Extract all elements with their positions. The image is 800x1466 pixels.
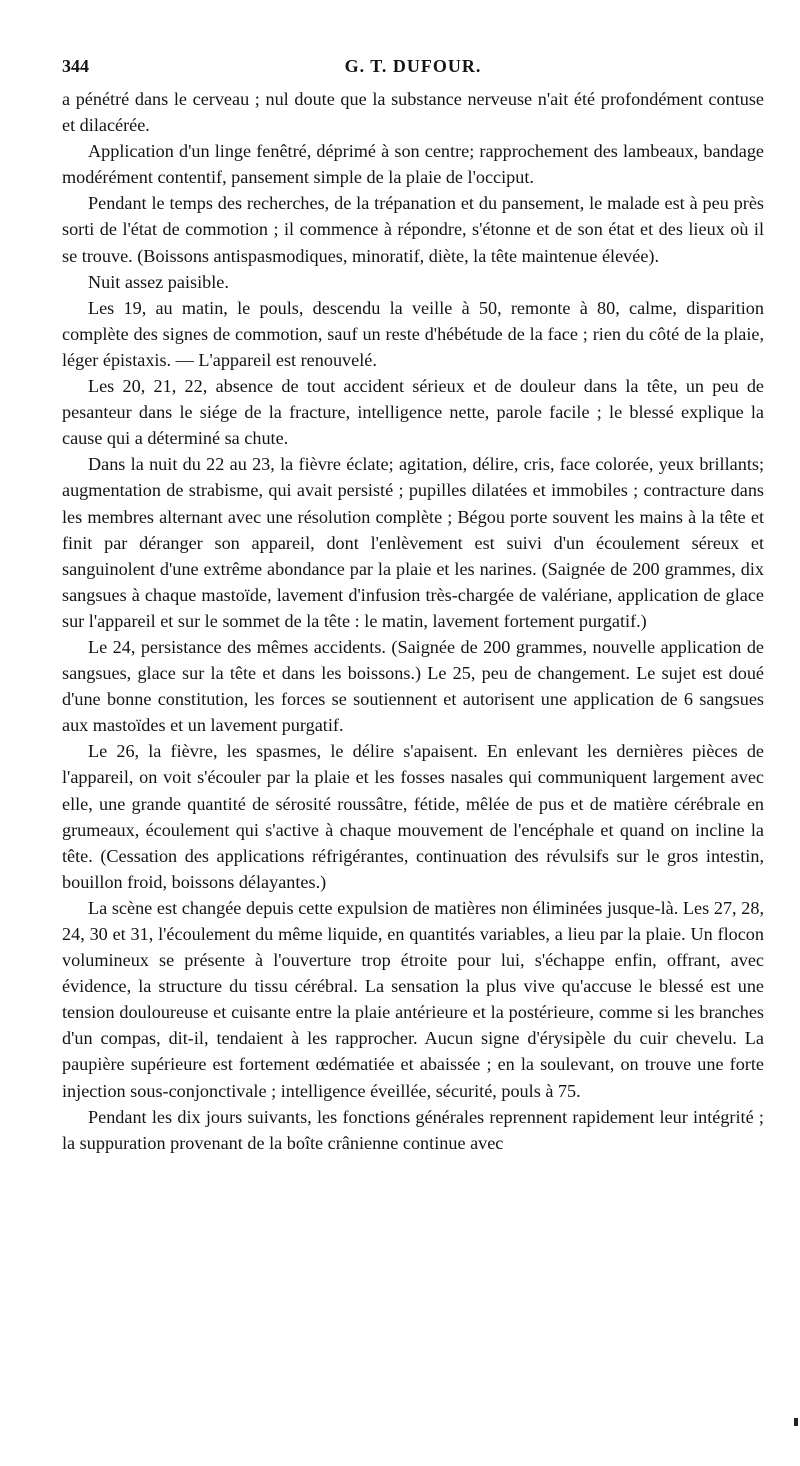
body-text [62,86,764,1156]
page-number: 344 [62,56,89,76]
paragraph-8: Le 24, persistance des mêmes accidents. (Saignée de 200 grammes, nouvelle application de sangsues, glace sur la tête et dans les boissons.) Le 25, peu de changement. Le sujet est doué d'une bonne constitution, les forces se soutiennent et autorisent une application de 6 sangsues aux mastoïdes et un lavement purgatif. [62,636,764,736]
document-page [62,56,764,1456]
paragraph-3: Pendant le temps des recherches, de la trépanation et du pansement, le malade est à peu près sorti de l'état de commotion ; il commence à répondre, s'étonne et de son état et des lieux où il se trouve. (Boissons antispasmodiques, minoratif, diète, la tête maintenue élevée). [62,193,764,266]
running-head: G. T. DUFOUR. [344,56,482,76]
paragraph-9: Le 26, la fièvre, les spasmes, le délire s'apaisent. En enlevant les dernières pièces de l'appareil, on voit s'écouler par la plaie et les fosses nasales qui communiquent largement avec elle, une grande quantité de sérosité roussâtre, fétide, mêlée de pus et de matière cérébrale en grumeaux, écoulement qui s'active à chaque mouvement de l'encéphale et quand on incline la tête. (Cessation des applications réfrigérantes, continuation des révulsifs sur le gros intestin, bouillon froid, boissons délayantes.) [62,741,764,892]
page-header [62,56,764,86]
paragraph-5: Les 19, au matin, le pouls, descendu la veille à 50, remonte à 80, calme, disparition complète des signes de commotion, sauf un reste d'hébétude de la face ; rien du côté de la plaie, léger épistaxis. — L'appareil est renouvelé. [62,297,764,370]
paragraph-7: Dans la nuit du 22 au 23, la fièvre éclate; agitation, délire, cris, face colorée, yeux brillants; augmentation de strabisme, qui avait persisté ; pupilles dilatées et immobiles ; contracture dans les membres alternant avec une résolution complète ; Bégou porte souvent les mains à la tête et finit par déranger son appareil, dont l'enlèvement est suivi d'un écoulement séreux et sanguinolent d'une extrême abondance par la plaie et les narines. (Saignée de 200 grammes, dix sangsues à chaque mastoïde, lavement d'infusion très-chargée de valériane, application de glace sur l'appareil et sur le sommet de la tête : le matin, lavement fortement purgatif.) [62,454,764,631]
paragraph-2: Application d'un linge fenêtré, déprimé à son centre; rapprochement des lambeaux, bandage modérément contentif, pansement simple de la plaie de l'occiput. [62,141,764,188]
paragraph-4: Nuit assez paisible. [88,271,229,292]
paragraph-6: Les 20, 21, 22, absence de tout accident sérieux et de douleur dans la tête, un peu de pesanteur dans le siége de la fracture, intelligence nette, parole facile ; le blessé explique la cause qui a déterminé sa chute. [62,376,764,449]
paragraph-11: Pendant les dix jours suivants, les fonctions générales reprennent rapidement leur intégrité ; la suppuration provenant de la boîte crânienne continue avec [62,1106,764,1153]
paragraph-1: a pénétré dans le cerveau ; nul doute que la substance nerveuse n'ait été profondément contuse et dilacérée. [62,89,764,136]
paragraph-10: La scène est changée depuis cette expulsion de matières non éliminées jusque-là. Les 27, 28, 24, 30 et 31, l'écoulement du même liquide, en quantités variables, a lieu par la plaie. Un flocon volumineux se présente à l'ouverture trop étroite pour lui, s'échappe enfin, offrant, avec évidence, la structure du tissu cérébral. La sensation la plus vive qu'accuse le blessé est une tension douloureuse et cuisante entre la plaie antérieure et la postérieure, comme si les branches d'un compas, dit-il, tendaient à les rapprocher. Aucun signe d'érysipèle du cuir chevelu. La paupière supérieure est fortement œdématiée et abaissée ; en la soulevant, on trouve une forte injection sous-conjonctivale ; intelligence éveillée, sécurité, pouls à 75. [62,897,764,1101]
page-edge-mark [794,1418,798,1426]
